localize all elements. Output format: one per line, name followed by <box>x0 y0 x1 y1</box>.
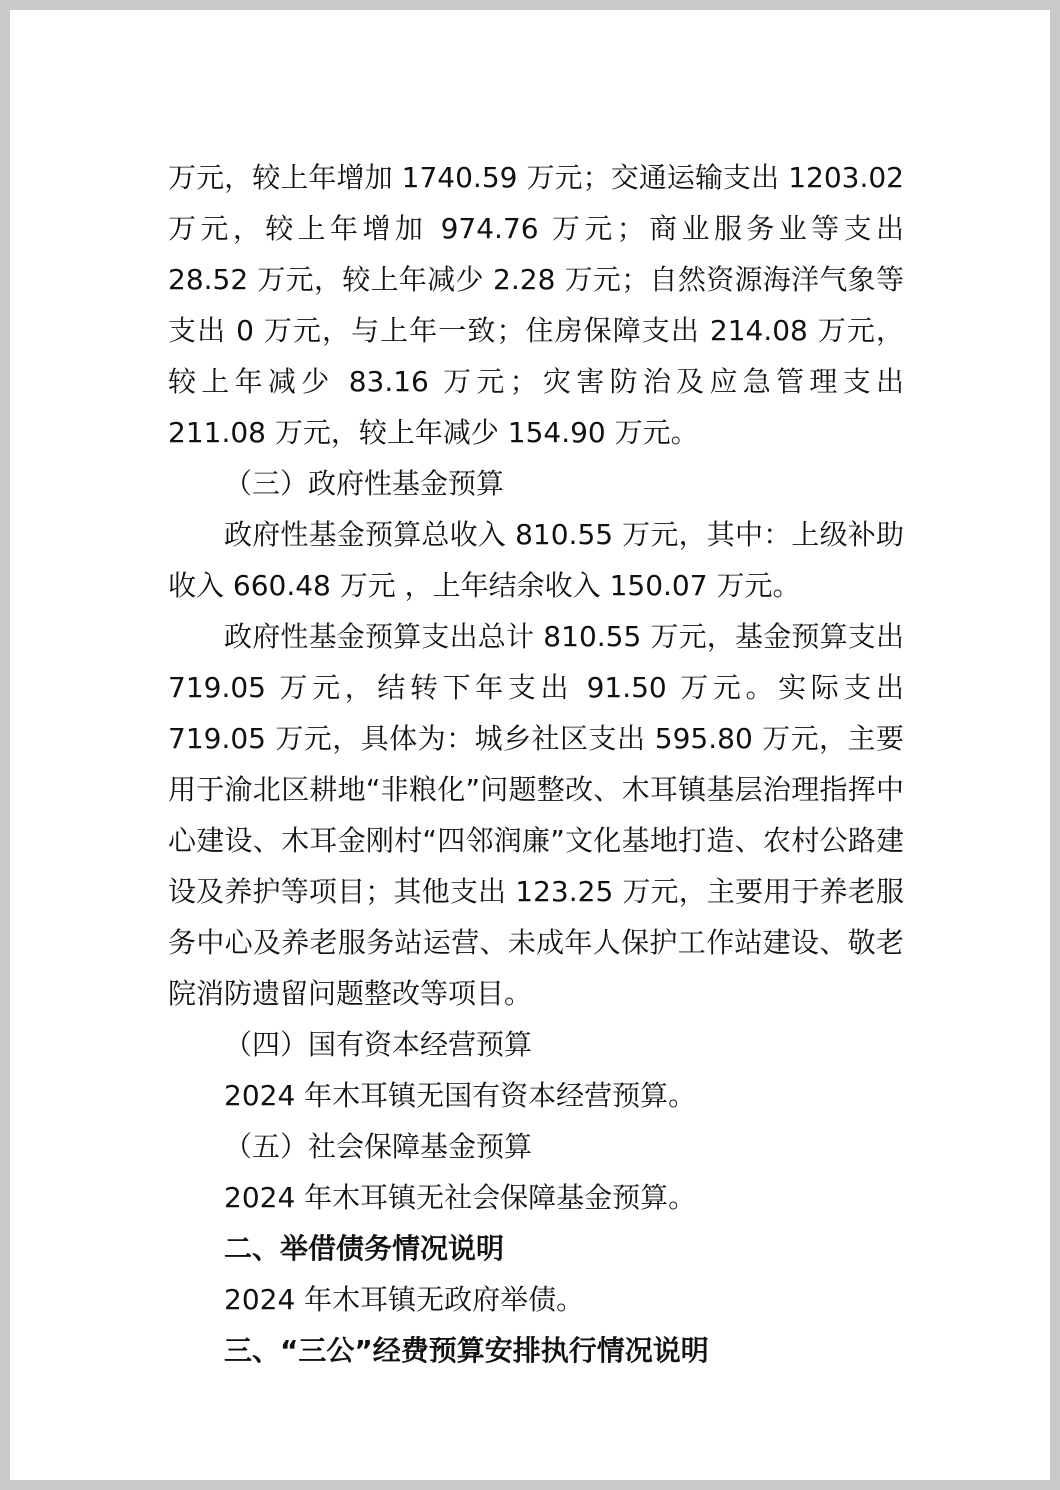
paragraph-general-expenditure-continued: 万元，较上年增加 1740.59 万元；交通运输支出 1203.02 万元，较上年增加 974.76 万元；商业服务业等支出 28.52 万元，较上年减少 2.28 万元；自然资源海洋气象等支出 0 万元，与上年一致；住房保障支出 214.08 万元，较上年减少 83.16 万元；灾害防治及应急管理支出 211.08 万元，较上年减少 154.90 万元。 <box>168 161 904 449</box>
section-heading-social-security-budget: （五）社会保障基金预算 <box>224 1130 533 1163</box>
section-heading-state-capital-budget: （四）国有资本经营预算 <box>224 1028 533 1061</box>
paragraph-social-security-budget: 2024 年木耳镇无社会保障基金预算。 <box>224 1181 697 1214</box>
document-page <box>10 10 1050 1480</box>
paragraph-government-fund-income: 政府性基金预算总收入 810.55 万元，其中：上级补助收入 660.48 万元 ，上年结余收入 150.07 万元。 <box>168 518 904 602</box>
section-heading-government-fund-budget: （三）政府性基金预算 <box>224 467 505 500</box>
paragraph-debt: 2024 年木耳镇无政府举债。 <box>224 1283 585 1316</box>
document-body <box>168 152 904 1376</box>
section-heading-three-public-expenses: 三、“三公”经费预算安排执行情况说明 <box>224 1334 709 1367</box>
paragraph-government-fund-expenditure: 政府性基金预算支出总计 810.55 万元，基金预算支出 719.05 万元，结转下年支出 91.50 万元。实际支出 719.05 万元，具体为：城乡社区支出 595.80 万元，主要用于渝北区耕地“非粮化”问题整改、木耳镇基层治理指挥中心建设、木耳金刚村“四邻润廉”文化基地打造、农村公路建设及养护等项目；其他支出 123.25 万元，主要用于养老服务中心及养老服务站运营、未成年人保护工作站建设、敬老院消防遗留问题整改等项目。 <box>168 620 904 1010</box>
section-heading-debt: 二、举借债务情况说明 <box>224 1232 505 1265</box>
paragraph-state-capital-budget: 2024 年木耳镇无国有资本经营预算。 <box>224 1079 697 1112</box>
